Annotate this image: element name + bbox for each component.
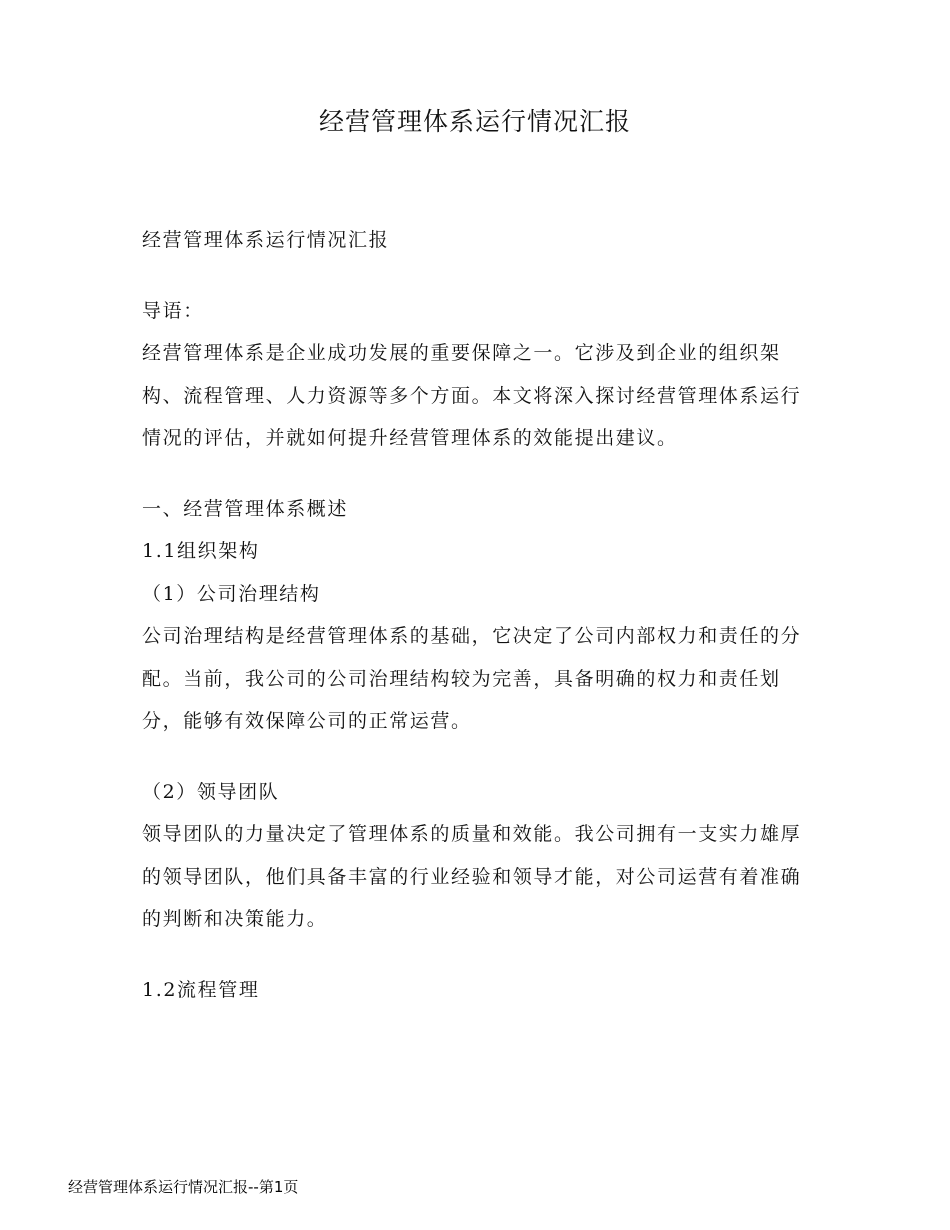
spacer <box>142 743 802 771</box>
intro-label: 导语： <box>142 299 204 322</box>
intro-paragraph: 经营管理体系是企业成功发展的重要保障之一。它涉及到企业的组织架构、流程管理、人力资源等多个方面。本文将深入探讨经营管理体系运行情况的评估，并就如何提升经营管理体系的效能提出建议。 <box>142 342 802 449</box>
document-body <box>142 219 802 1011</box>
item-heading: （1）公司治理结构 <box>142 582 321 605</box>
spacer <box>142 941 802 969</box>
document-subtitle: 经营管理体系运行情况汇报 <box>142 229 390 251</box>
spacer <box>142 262 802 290</box>
subsection-heading: 1.2流程管理 <box>142 978 260 1001</box>
item-paragraph: 公司治理结构是经营管理体系的基础，它决定了公司内部权力和责任的分配。当前，我公司的公司治理结构较为完善，具备明确的权力和责任划分，能够有效保障公司的正常运营。 <box>142 625 802 732</box>
item-heading: （2）领导团队 <box>142 780 280 803</box>
page-footer: 经营管理体系运行情况汇报--第1页 <box>68 1178 299 1196</box>
section-heading: 一、经营管理体系概述 <box>142 497 349 520</box>
subsection-heading: 1.1组织架构 <box>142 540 260 562</box>
item-paragraph: 领导团队的力量决定了管理体系的质量和效能。我公司拥有一支实力雄厚的领导团队，他们具备丰富的行业经验和领导才能，对公司运营有着准确的判断和决策能力。 <box>142 823 802 930</box>
document-title: 经营管理体系运行情况汇报 <box>318 107 631 136</box>
spacer <box>142 460 802 488</box>
